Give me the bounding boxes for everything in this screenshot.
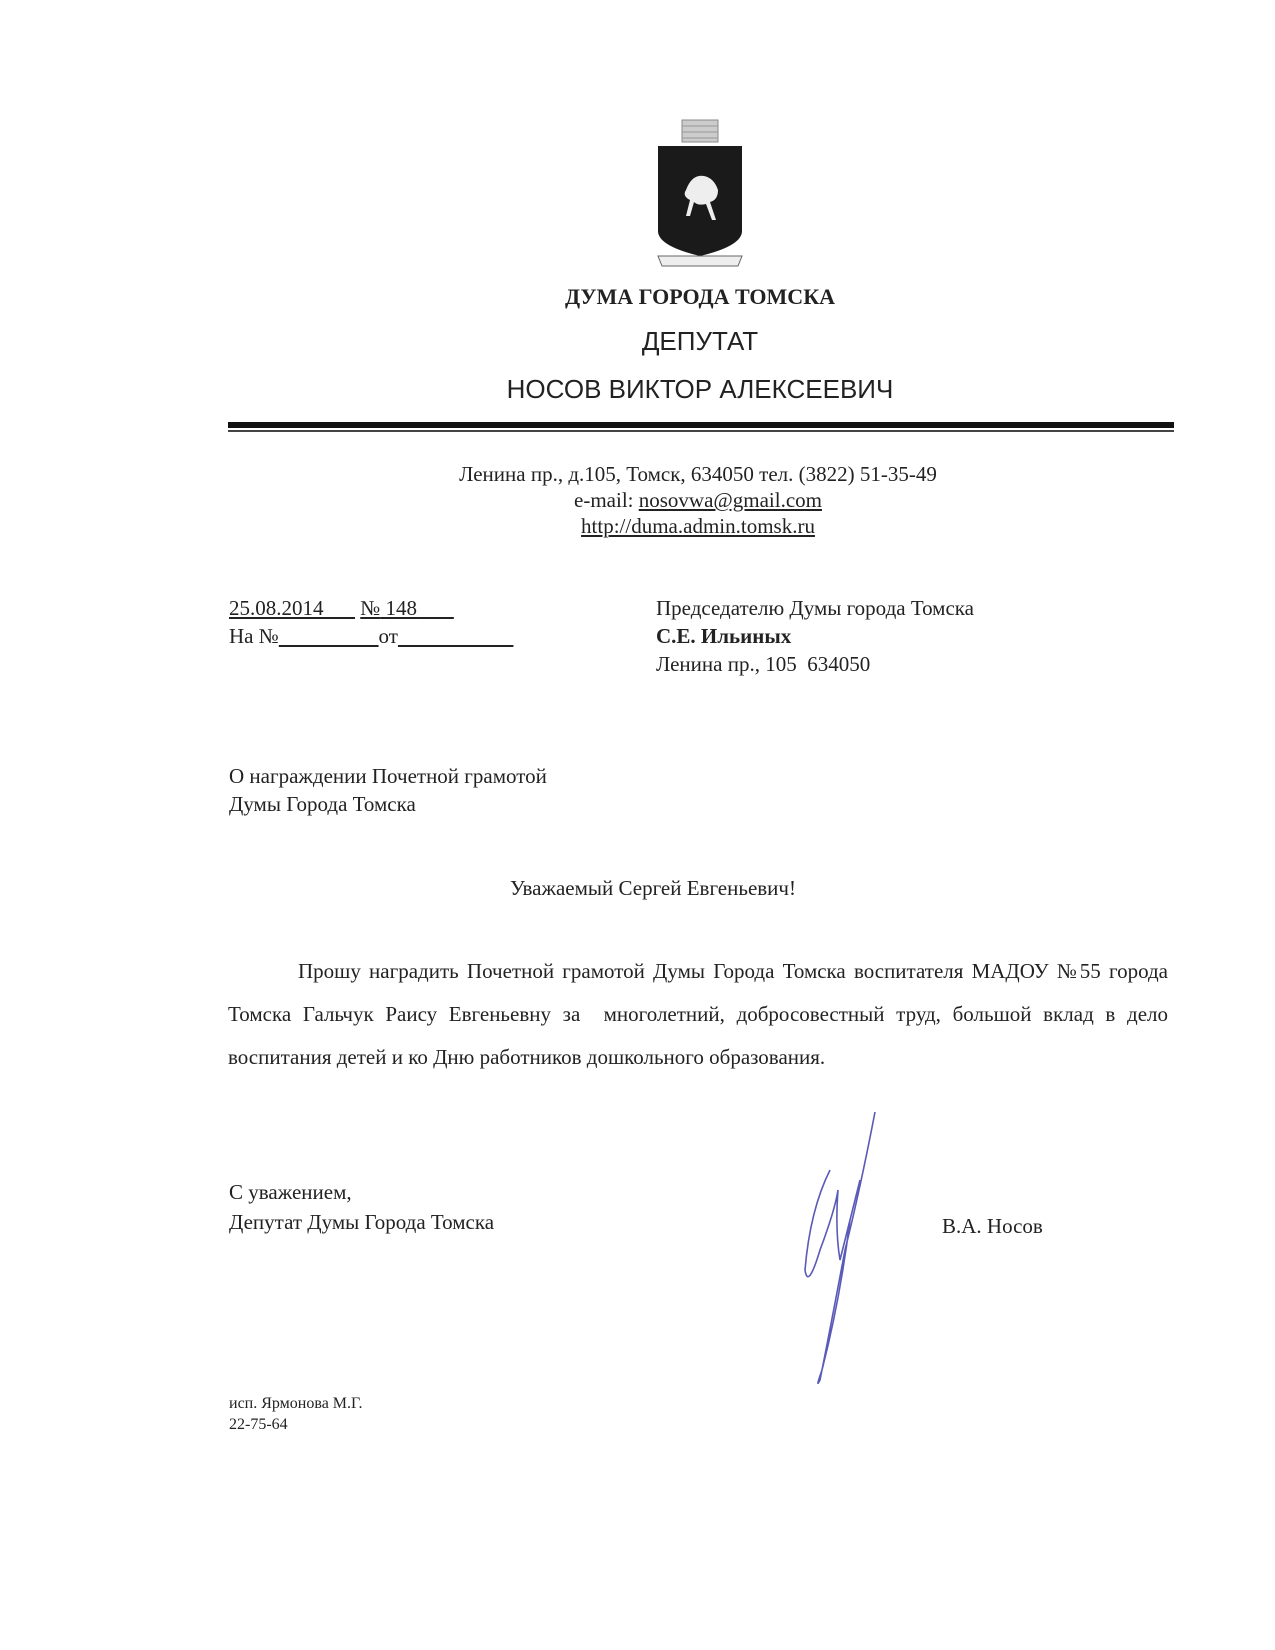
executor-phone: 22-75-64 <box>229 1416 288 1433</box>
subject-line-1: О награждении Почетной грамотой <box>229 764 547 788</box>
reply-label: На № <box>229 624 279 648</box>
ref-number: 148 <box>385 596 418 620</box>
salutation: Уважаемый Сергей Евгеньевич! <box>510 876 796 900</box>
ref-date: 25.08.2014 <box>229 596 324 620</box>
email-line <box>0 488 1275 513</box>
recipient-title: Председателю Думы города Томска <box>656 596 974 620</box>
website-url[interactable]: http://duma.admin.tomsk.ru <box>581 514 815 538</box>
signature <box>790 1110 890 1390</box>
address-line: Ленина пр., д.105, Томск, 634050 тел. (3822) 51-35-49 <box>459 462 937 486</box>
closing-line-1: С уважением, <box>229 1180 352 1204</box>
recipient-name: С.Е. Ильиных <box>656 624 792 648</box>
outgoing-ref <box>229 596 454 621</box>
closing-line-2: Депутат Думы Города Томска <box>229 1210 495 1234</box>
position-title: ДЕПУТАТ <box>641 326 759 356</box>
email-label: e-mail: <box>574 488 639 512</box>
incoming-ref <box>229 624 513 649</box>
header-rule-thick <box>228 422 1174 428</box>
subject-line-2: Думы Города Томска <box>229 792 416 816</box>
deputy-name: НОСОВ ВИКТОР АЛЕКСЕЕВИЧ <box>506 374 894 404</box>
from-label: от <box>378 624 398 648</box>
body-paragraph: Прошу наградить Почетной грамотой Думы Города Томска воспитателя МАДОУ №55 города Томска Гальчук Раису Евгеньевну за многолетний, добросовестный труд, большой вклад в дело воспитания детей и ко Дню работников дошкольного образования. <box>228 959 1174 1069</box>
org-name: ДУМА ГОРОДА ТОМСКА <box>564 284 836 309</box>
signer-name: В.А. Носов <box>942 1214 1043 1238</box>
executor-name: исп. Ярмонова М.Г. <box>229 1395 363 1412</box>
website-link[interactable] <box>0 514 1275 539</box>
header-rule-thin <box>228 430 1174 432</box>
ref-num-label: № <box>360 596 381 620</box>
city-emblem <box>652 118 748 273</box>
email-link[interactable]: nosovwa@gmail.com <box>638 488 822 512</box>
recipient-address: Ленина пр., 105 634050 <box>656 652 871 676</box>
